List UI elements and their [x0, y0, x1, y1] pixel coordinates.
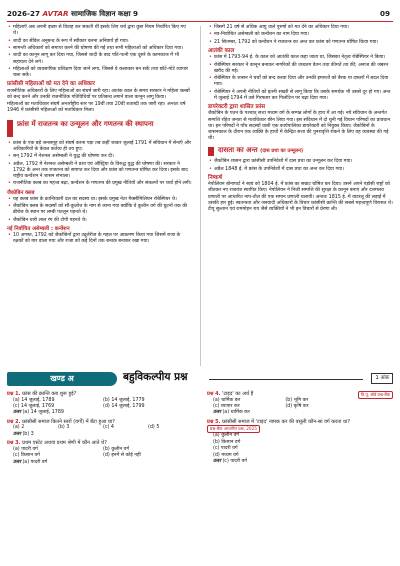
question-item	[207, 419, 393, 466]
option: (b) 3	[58, 425, 70, 431]
right-column	[208, 25, 393, 214]
answer	[13, 432, 193, 438]
left-column	[7, 25, 192, 247]
paragraph: राजनीतिक अधिकारों के लिए महिलाओं का संघर्ष जारी रहा। आतंक काल के समय सरकार ने महिला क्लबों को बन्द करने और उनकी राजनीतिक गतिविधियों पर प्रतिबन्ध लगाने वाला कानून लागू किया।	[7, 88, 190, 100]
question-number: प्रश्न 1.	[7, 391, 21, 397]
banner-bar	[208, 147, 214, 156]
list-item: • रोबेस्पियर सरकार ने कानून बनाकर नागरिकों की उच्चतम वेतन तथा कीमतें तय कीं; अनाज की जबरन खरीद की गई।	[208, 63, 393, 75]
option: (d) इनमें से कोई नहीं	[103, 453, 141, 459]
answer-label: उत्तर	[13, 459, 21, 465]
list-item: • फ्रांस के एक बड़े जनसमूह को संघर्ष करना पड़ा तब कहीं जाकर जुलाई 1791 में संविधान में सेनाएँ और अधिकारियों के केवल कर्तव्य ही तय हुए।	[7, 141, 192, 153]
answer-label: उत्तर	[213, 459, 221, 465]
list-item: • अप्रैल 1848 ई. में फ्रांस के उपनिवेशों में दास प्रथा का अन्त कर दिया गया।	[208, 167, 393, 173]
list-item: • जिसमें 21 वर्ष से अधिक आयु वाले पुरुषों को मत देने का अधिकार दिया गया।	[208, 25, 393, 31]
question-text	[207, 419, 393, 434]
option: (a) 2	[13, 425, 25, 431]
options	[13, 447, 193, 460]
options	[213, 433, 393, 459]
list-item: • जैकोबिन क्लब के सदस्यों को सौं-कुलोत्त के नाम से जाना गया क्योंकि वे कुलीन वर्ग की घुटनों तक की ब्रीचेज के स्थान पर लम्बी पतलून पहनते थे।	[7, 204, 192, 216]
answer-value: (c) पादरी वर्ग	[222, 459, 247, 465]
options	[13, 425, 193, 431]
question-stem: फ्रांस की क्रान्ति कब शुरू हुई?	[22, 391, 77, 397]
questions-left	[7, 391, 193, 468]
page-header	[0, 0, 400, 24]
option: (b) भूमि कर	[285, 397, 309, 403]
options	[13, 398, 193, 411]
banner-title: फ्रांस में राजतन्त्र का उन्मूलन और गणतन्त्र की स्थापना	[17, 119, 154, 128]
answer	[213, 459, 393, 465]
answer	[213, 410, 393, 416]
question-stem: प्रथम एस्टेट अथवा प्रथम श्रेणी में कौन आते थे?	[22, 440, 107, 447]
list-item: • जैकोबिन धारी लाल रंग की टोपी पहनते थे।	[7, 218, 192, 224]
question-item	[7, 440, 193, 466]
header-rule	[7, 21, 393, 22]
answer-label: उत्तर	[13, 410, 21, 416]
answer-value: (a) 14 जुलाई, 1789	[22, 410, 64, 416]
list-item: • यह क्लब फ्रांस के क्रान्तिकारी दल का सदस्य था। इसके प्रमुख नेता मैक्सीमिलियन रोबेस्पियर थे।	[7, 197, 192, 203]
answer-value: (a) पादरी वर्ग	[22, 459, 48, 465]
paragraph: महिलाओं का मताधिकार संघर्ष अन्तर्राष्ट्रीय स्तर पर 19वीं तथा 20वीं शताब्दी तक जारी रहा। अन्ततः वर्ष 1946 में फ्रांसीसी महिलाओं को मताधिकार मिला।	[7, 102, 186, 114]
option: (d) मध्यम वर्ग	[213, 452, 239, 458]
section-rule	[209, 379, 363, 380]
question-text	[207, 391, 393, 398]
answer-label: उत्तर	[213, 410, 221, 416]
option: (a) पादरी वर्ग	[13, 446, 38, 452]
option: (d) कृषि कर	[285, 404, 309, 409]
marks-badge: 1 अंक	[371, 373, 393, 384]
option: (c) व्यापार कर	[213, 404, 240, 409]
subheading-terror: आतंकी काल	[208, 47, 235, 54]
banner-bar	[7, 120, 13, 137]
subheading-directory: डायरेक्टरी द्वारा शासित फ्रांस	[208, 104, 266, 111]
list-item: • नव-निर्वाचित असेम्बली को कन्वेंशन का नाम दिया गया।	[208, 32, 393, 38]
option: (b) 14 जुलाई, 1779	[103, 397, 145, 403]
paragraph: नेपोलियन बोनापार्ट ने स्वयं को 1804 ई. में फ्रांस का सम्राट घोषित कर दिया। उसने अपने पड़ोसी राष्ट्रों को जीतकर नए राजवंश स्थापित किए। नेपोलियन ने निजी सम्पत्ति की सुरक्षा के कानून बनाए और दशमलव प्रणाली पर आधारित नाप-तौल की एक समान प्रणाली चलायी। अन्ततः 1815 ई. में वाटरलू की लड़ाई में उसकी हार हुई। स्वतन्त्रता और जनवादी अधिकारों के विचार फ्रांसीसी क्रान्ति की सबसे महत्त्वपूर्ण विरासत थे। टीपू सुल्तान एवं राममोहन राय जैसे व्यक्तियों ने भी इन विचारों से प्रेरणा ली।	[208, 182, 393, 212]
question-item	[7, 391, 193, 417]
answer-label: उत्तर	[13, 431, 21, 437]
question-text	[7, 391, 193, 398]
question-text	[7, 440, 193, 447]
option: (a) कुलीन वर्ग	[213, 433, 239, 439]
subheading-jacobin: जैकोबिन क्लब	[7, 189, 35, 196]
option: (d) 5	[148, 425, 160, 431]
answer-value: (b) 3	[22, 431, 34, 437]
section-title: बहुविकल्पीय प्रश्न	[123, 371, 188, 383]
question-text	[7, 419, 193, 426]
subheading-conclusion: निष्कर्ष	[208, 174, 222, 181]
page-number: 09	[379, 9, 390, 18]
source-tag: प्रश्न-बैंक आधारित प्रश्न, 2025	[207, 425, 260, 433]
list-item: • 21 सितम्बर, 1792 को कन्वेंशन ने राजतन्त्र का अन्त कर फ्रांस को गणतन्त्र घोषित किया गया।	[208, 40, 393, 46]
subheading-convention: नई निर्वाचित असेम्बली : कन्वेंशन	[7, 225, 70, 232]
option: (c) पादरी वर्ग	[213, 446, 238, 452]
list-item: • अप्रैल, 1792 में नेशनल असेम्बली ने प्रशा एवं ऑस्ट्रिया के विरुद्ध युद्ध की घोषणा की। सरकार ने 1792 के अन्त तक राजतन्त्र को समाप्त कर दिया और फ्रांस को गणतन्त्र घोषित कर दिया। इसके बाद राष्ट्रीय कन्वेंशन ने शासन संभाला।	[7, 162, 192, 181]
section-banner-republic	[7, 118, 192, 139]
list-item: • फ्रांस में 1793-94 ई. के काल को आतंकी काल कहा जाता था, जिसका नेतृत्व रोबेस्पियर ने किया।	[208, 55, 393, 61]
list-item: • सामन्ती अधिकारों को समाप्त करने की घोषणा की गई तथा सभी महिलाओं को अधिकार दिया गया।	[7, 46, 192, 52]
option: (a) 14 जुलाई, 1789	[13, 397, 55, 403]
list-item: • 10 अगस्त, 1792 को जैकोबिनों द्वारा ट्यूलेरीज के महल पर आक्रमण किया गया जिसमें राजा के रक्षकों को मार डाला गया और राजा को कई दिनों तक बन्धक बनाकर रखा गया।	[7, 233, 192, 245]
option: (a) धार्मिक कर	[213, 397, 241, 403]
question-stem: फ्रांसीसी समाज कितने स्तरों (वर्गों) में बँटा हुआ था?	[22, 418, 115, 425]
option: (d) 14 जुलाई, 1799	[103, 404, 145, 409]
source-tag: वि.पू. बोर्ड प्रश्न-बैंक	[358, 391, 393, 399]
question-number: प्रश्न 5.	[207, 418, 221, 425]
list-item: • सन् 1792 में नेशनल असेम्बली ने युद्ध की घोषणा कर दी।	[7, 154, 192, 160]
section-banner-slavery	[208, 145, 393, 157]
question-number: प्रश्न 3.	[7, 440, 21, 447]
option: (b) किसान वर्ग	[213, 439, 241, 445]
questions-right	[207, 391, 393, 467]
answer-value: (a) धार्मिक कर	[222, 410, 250, 416]
list-item: • शादी का सेविल अनुबन्ध के रूप में स्वीकार करना अनिवार्य हो गया।	[7, 39, 192, 45]
section-header-mcq	[7, 370, 393, 388]
question-stem: 'टाइद' का अर्थ है	[222, 391, 254, 397]
option: (c) 14 जुलाई, 1769	[13, 404, 55, 409]
section-tag: खण्ड अ	[7, 372, 117, 386]
list-item: • रोबेस्पियर के शासन ने चर्चों को बन्द करवा दिया और उनकी इमारतों को बैरक या दफ्तरों में बदल दिया गया।	[208, 76, 393, 88]
option: (b) कुलीन वर्ग	[103, 446, 130, 452]
answer	[13, 460, 193, 466]
list-item: • महिलाएँ अब अपनी इच्छा से विवाह कर सकती थीं इसके लिए चर्च द्वारा कुछ नियम निर्धारित किए गए थे।	[7, 25, 192, 37]
option: (c) 4	[103, 425, 114, 431]
answer	[13, 410, 193, 416]
options	[213, 398, 358, 411]
header-title	[7, 9, 138, 19]
banner-main: दासता का अन्त	[218, 146, 258, 155]
list-item: • शादी का कानून लागू कर दिया गया, जिससे शादी के बाद पति-पत्नी एक दूसरे के कामकाज में भी सहायता देने लगे।	[7, 53, 192, 65]
brand-logo: AVTAR	[42, 9, 69, 18]
subheading-women-vote: फ्रांसीसी महिलाओं को मत देने का अधिकार	[7, 81, 95, 88]
subject-title: सामाजिक विज्ञान कक्षा 9	[71, 9, 139, 18]
list-item: • जैकोबिन शासन द्वारा फ्रांसीसी उपनिवेशों में दास प्रथा का उन्मूलन कर दिया गया।	[208, 159, 393, 165]
question-number: प्रश्न 4.	[207, 391, 221, 397]
column-divider	[200, 26, 201, 366]
year-label: 2026-27	[7, 9, 40, 18]
banner-sub: (दास प्रथा का उन्मूलन)	[260, 148, 304, 155]
banner-title	[218, 147, 303, 154]
list-item: • रोबेस्पियर ने अपनी नीतियों को इतनी सख्ती से लागू किया कि उसके समर्थक भी उससे दूर हो गए। अन्त में जुलाई 1794 में उसे गिरफ्तार कर गिलोटिन पर चढ़ा दिया गया।	[208, 90, 393, 102]
paragraph: जैकोबिन के पतन के पश्चात् सत्ता मध्यम वर्ग के सम्पन्न लोगों के हाथ में आ गई। नये संविधान के अन्तर्गत सम्पत्ति रहित जनता से मताधिकार छीन लिया गया। इस संविधान में दो चुनी गई विधान परिषदों का प्रावधान था। इन परिषदों ने पाँच सदस्यों वाली एक कार्यपालिका डायरेक्टरी को नियुक्त किया। जैकोबिनों के शासनकाल के दौरान एक व्यक्ति के हाथों में केन्द्रित सत्ता की पुनरावृत्ति रोकने के लिए यह व्यवस्था की गई थी।	[208, 111, 391, 142]
list-item: • राजनीतिक क्लब का महत्त्व बढ़ा, कन्वेंशन के गणतन्त्र की प्रमुख नीतियों और संकल्पों पर चर्चा होने लगी।	[7, 181, 192, 187]
list-item: • महिलाओं को व्यवसायिक प्रशिक्षण दिया जाने लगा, जिससे वे कलाकार बन सकें तथा छोटे-मोटे व्यापार चला सकें।	[7, 67, 192, 79]
question-item	[207, 391, 393, 417]
question-item	[7, 419, 193, 438]
question-stem: फ्रांसीसी समाज में 'टाइद' नामक कर की वसूली कौन-सा वर्ग करता था?	[222, 418, 351, 425]
question-number: प्रश्न 2.	[7, 418, 21, 425]
option: (c) किसान वर्ग	[13, 453, 40, 459]
